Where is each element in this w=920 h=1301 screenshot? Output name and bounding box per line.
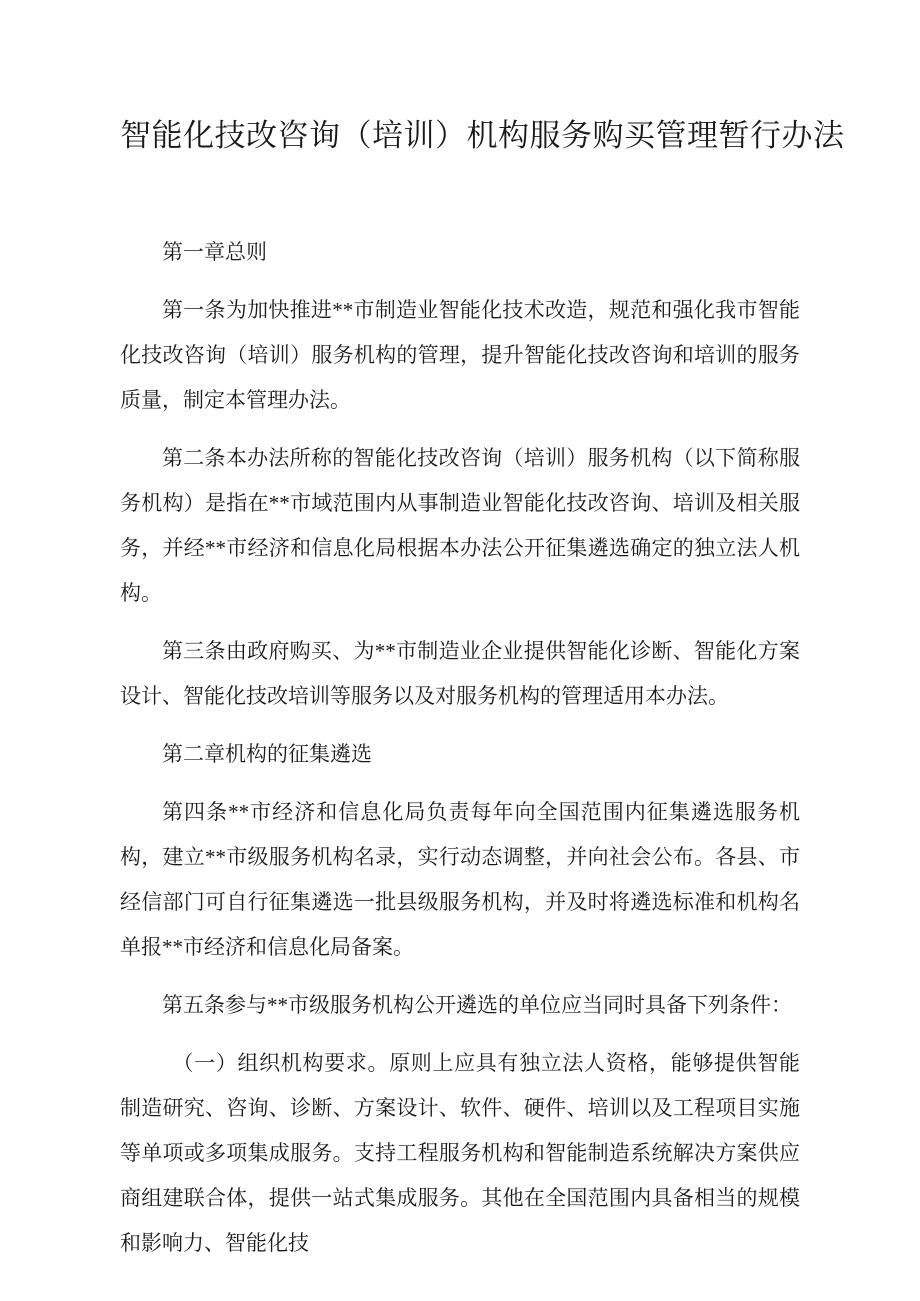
document-title: 智能化技改咨询（培训）机构服务购买管理暂行办法	[120, 118, 845, 153]
document-body	[120, 230, 800, 1266]
article-4: 第四条**市经济和信息化局负责每年向全国范围内征集遴选服务机构，建立**市级服务机构名录，实行动态调整，并向社会公布。各县、市经信部门可自行征集遴选一批县级服务机构，并及时将遴选标准和机构名单报**市经济和信息化局备案。	[120, 800, 800, 959]
article-5: 第五条参与**市级服务机构公开遴选的单位应当同时具备下列条件：	[162, 993, 792, 1017]
article-3: 第三条由政府购买、为**市制造业企业提供智能化诊断、智能化方案设计、智能化技改培训等服务以及对服务机构的管理适用本办法。	[120, 639, 800, 708]
article-2: 第二条本办法所称的智能化技改咨询（培训）服务机构（以下简称服务机构）是指在**市域范围内从事制造业智能化技改咨询、培训及相关服务，并经**市经济和信息化局根据本办法公开征集遴选确定的独立法人机构。	[120, 446, 800, 605]
chapter-header-1: 第一章总则	[162, 240, 267, 264]
article-1: 第一条为加快推进**市制造业智能化技术改造，规范和强化我市智能化技改咨询（培训）服务机构的管理，提升智能化技改咨询和培训的服务质量，制定本管理办法。	[120, 298, 800, 412]
article-5-item-1: （一）组织机构要求。原则上应具有独立法人资格，能够提供智能制造研究、咨询、诊断、方案设计、软件、硬件、培训以及工程项目实施等单项或多项集成服务。支持工程服务机构和智能制造系统解决方案供应商组建联合体，提供一站式集成服务。其他在全国范围内具备相当的规模和影响力、智能化技	[120, 1051, 800, 1255]
chapter-header-2: 第二章机构的征集遴选	[162, 742, 372, 766]
